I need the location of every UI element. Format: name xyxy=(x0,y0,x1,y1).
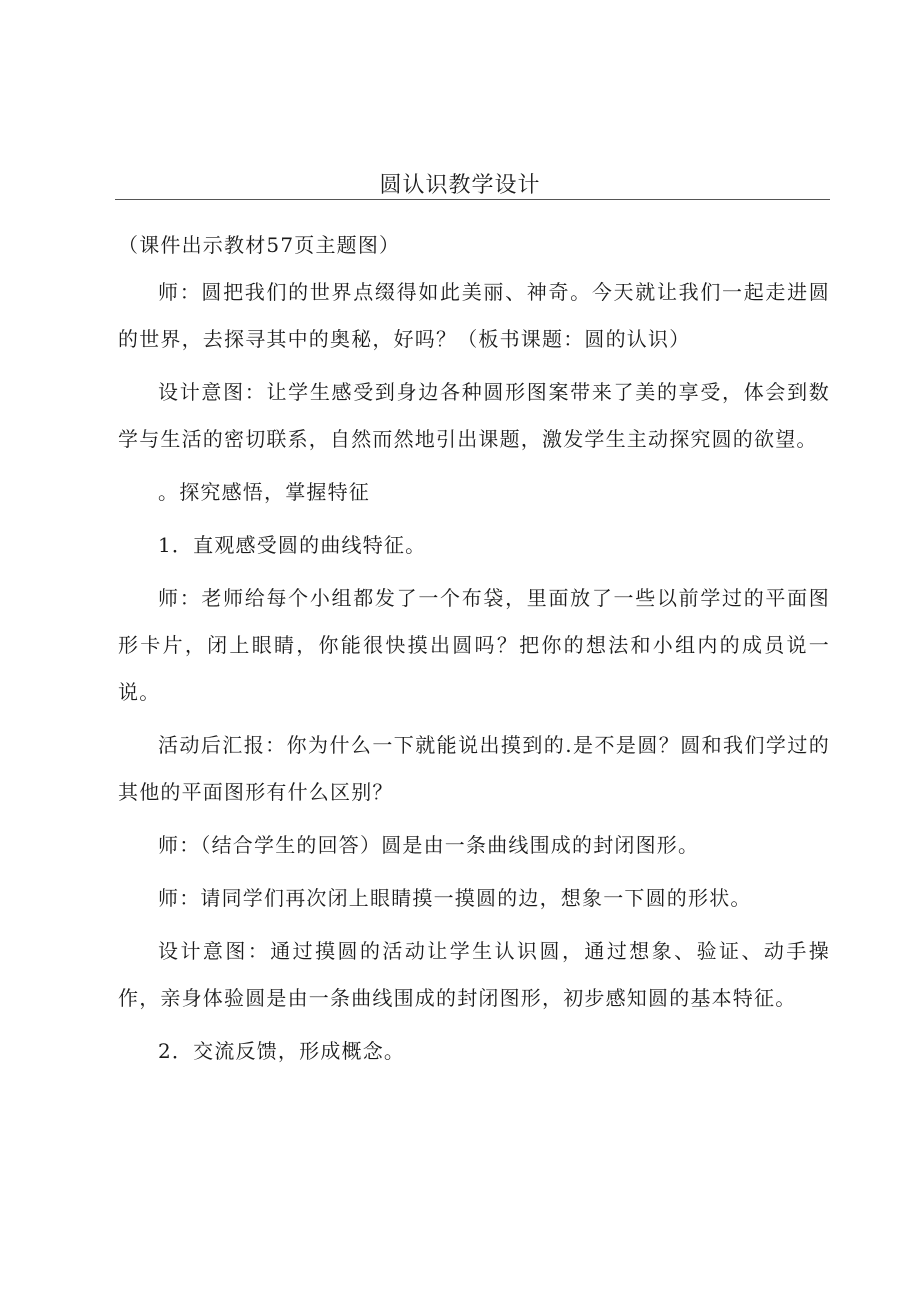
design-intent-paragraph: 设计意图：让学生感受到身边各种圆形图案带来了美的享受，体会到数学与生活的密切联系，自然而然地引出课题，激发学生主动探究圆的欲望。 xyxy=(118,380,830,451)
document-title: 圆认识教学设计 xyxy=(379,173,541,198)
teacher-intro-paragraph: 师：圆把我们的世界点缀得如此美丽、神奇。今天就让我们一起走进圆的世界，去探寻其中的奥秘，好吗？（板书课题：圆的认识） xyxy=(118,280,830,351)
teacher-summary-paragraph: 师：（结合学生的回答）圆是由一条曲线围成的封闭图形。 xyxy=(158,833,700,857)
design-intent-paragraph-2: 设计意图：通过摸圆的活动让学生认识圆，通过想象、验证、动手操作，亲身体验圆是由一条曲线围成的封闭图形，初步感知圆的基本特征。 xyxy=(118,939,830,1010)
courseware-note: （课件出示教材57页主题图） xyxy=(118,233,401,257)
document-body xyxy=(118,222,830,1081)
teacher-instruction-paragraph: 师：请同学们再次闭上眼睛摸一摸圆的边，想象一下圆的形状。 xyxy=(158,886,752,910)
step-heading-2: 2．交流反馈，形成概念。 xyxy=(158,1039,406,1063)
section-heading: 。探究感悟，掌握特征 xyxy=(158,480,370,504)
teacher-bag-activity-paragraph: 师：老师给每个小组都发了一个布袋，里面放了一些以前学过的平面图形卡片，闭上眼睛，你能很快摸出圆吗？把你的想法和小组内的成员说一说。 xyxy=(118,586,830,704)
activity-report-paragraph: 活动后汇报：你为什么一下就能说出摸到的.是不是圆？圆和我们学过的其他的平面图形有什么区别？ xyxy=(118,733,830,804)
title-underline xyxy=(115,199,830,200)
step-heading-1: 1．直观感受圆的曲线特征。 xyxy=(158,533,427,557)
